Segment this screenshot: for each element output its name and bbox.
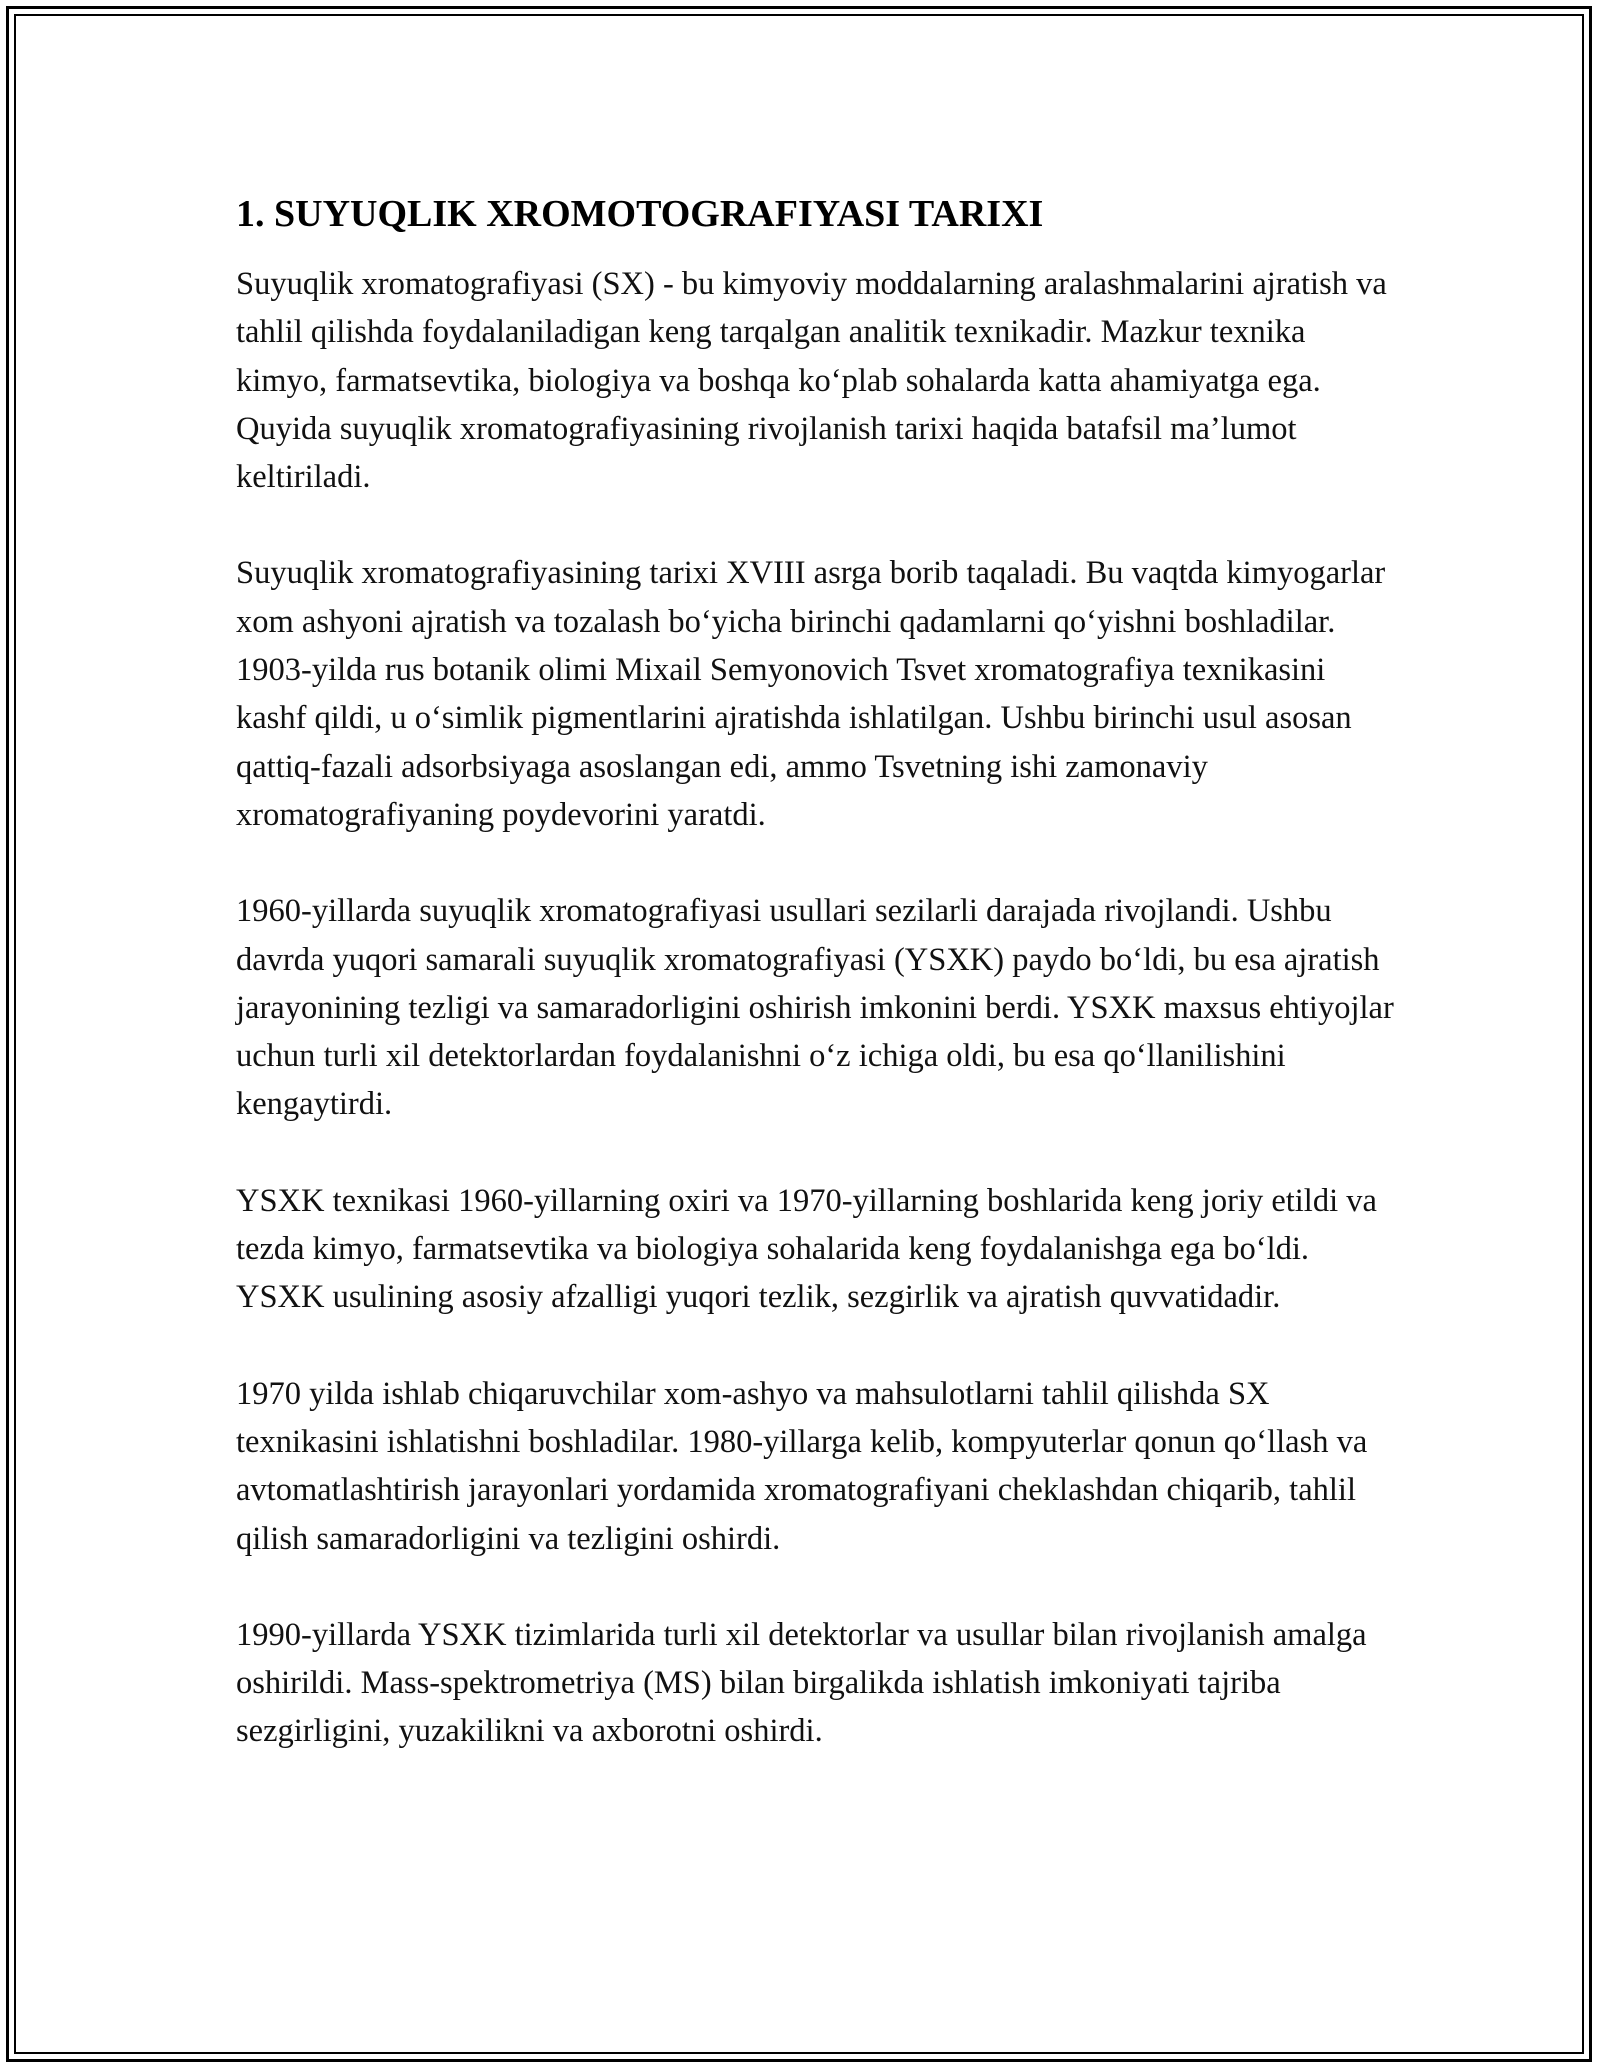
paragraph-early-history: Suyuqlik xromatografiyasining tarixi XVIII asrga borib taqaladi. Bu vaqtda kimyogarlar xom ashyoni ajratish va tozalash bo‘yicha birinchi qadamlarni qo‘yishni boshladilar. 1903-yilda rus botanik olimi Mixail Semyonovich Tsvet xromatografiya texnikasini kashf qildi, u o‘simlik pigmentlarini ajratishda ishlatilgan. Ushbu birinchi usul asosan qattiq-fazali adsorbsiyaga asoslangan edi, ammo Tsvetning ishi zamonaviy xromatografiyaning poydevorini yaratdi.: [236, 555, 1386, 833]
paragraph-1990s: 1990-yillarda YSXK tizimlarida turli xil detektorlar va usullar bilan rivojlanish amalga oshirildi. Mass-spektrometriya (MS) bilan birgalikda ishlatish imkoniyati tajriba sezgirligini, yuzakilikni va axborotni oshirdi.: [236, 1616, 1367, 1750]
paragraph-ysxk-adoption: YSXK texnikasi 1960-yillarning oxiri va 1970-yillarning boshlarida keng joriy etildi va tezda kimyo, farmatsevtika va biologiya sohalarida keng foydalanishga ega bo‘ldi. YSXK usulining asosiy afzalligi yuqori tezlik, sezgirlik va ajratish quvvatidadir.: [236, 1182, 1377, 1316]
paragraph-1970s-1980s: 1970 yilda ishlab chiqaruvchilar xom-ashyo va mahsulotlarni tahlil qilishda SX texnikasini ishlatishni boshladilar. 1980-yillarga kelib, kompyuterlar qonun qo‘llash va avtomatlashtirish jarayonlari yordamida xromatografiyani cheklashdan chiqarib, tahlil qilish samaradorligini va tezligini oshirdi.: [236, 1375, 1368, 1557]
section-title: 1. SUYUQLIK XROMOTOGRAFIYASI TARIXI: [236, 193, 1044, 235]
paragraph-1960s: 1960-yillarda suyuqlik xromatografiyasi usullari sezilarli darajada rivojlandi. Ushbu davrda yuqori samarali suyuqlik xromatografiyasi (YSXK) paydo bo‘ldi, bu esa ajratish jarayonining tezligi va samaradorligini oshirish imkonini berdi. YSXK maxsus ehtiyojlar uchun turli xil detektorlardan foydalanishni o‘z ichiga oldi, bu esa qo‘llanilishini kengaytirdi.: [236, 893, 1394, 1123]
document-body: [236, 186, 1396, 1756]
paragraph-intro: Suyuqlik xromatografiyasi (SX) - bu kimyoviy moddalarning aralashmalarini ajratish va tahlil qilishda foydalaniladigan keng tarqalgan analitik texnikadir. Mazkur texnika kimyo, farmatsevtika, biologiya va boshqa ko‘plab sohalarda katta ahamiyatga ega. Quyida suyuqlik xromatografiyasining rivojlanish tarixi haqida batafsil ma’lumot keltiriladi.: [236, 266, 1387, 496]
